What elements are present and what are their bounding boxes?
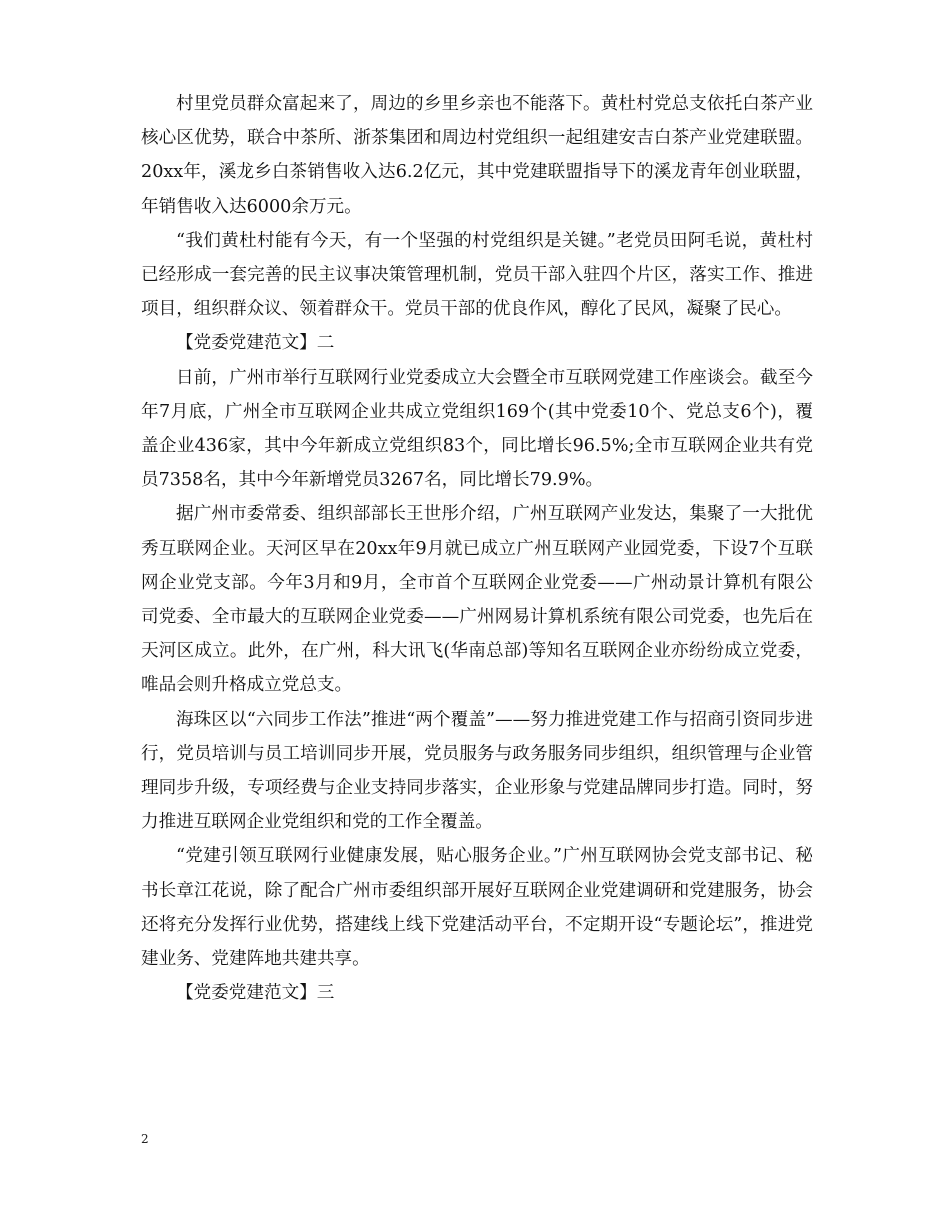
paragraph-guangzhou-internet-committee: 日前，广州市举行互联网行业党委成立大会暨全市互联网党建工作座谈会。截至今年7月底，广州全市互联网企业共成立党组织169个(其中党委10个、党总支6个)，覆盖企业436家，其中今年新成立党组织83个，同比增长96.5%;全市互联网企业共有党员7358名，其中今年新增党员3267名，同比增长79.9%。 [141,367,813,491]
paragraph-party-organization-key: “我们黄杜村能有今天，有一个坚强的村党组织是关键。”老党员田阿毛说，黄杜村已经形成一套完善的民主议事决策管理机制，党员干部入驻四个片区，落实工作、推进项目，组织群众议、领着群众干。党员干部的优良作风，醇化了民风，凝聚了民心。 [141,230,813,320]
paragraph-haizhu-district: 海珠区以“六同步工作法”推进“两个覆盖”——努力推进党建工作与招商引资同步进行，党员培训与员工培训同步开展，党员服务与政务服务同步组织，组织管理与企业管理同步升级，专项经费与企业支持同步落实，企业形象与党建品牌同步打造。同时，努力推进互联网企业党组织和党的工作全覆盖。 [141,709,813,833]
paragraph-village-alliance: 村里党员群众富起来了，周边的乡里乡亲也不能落下。黄杜村党总支依托白茶产业核心区优势，联合中茶所、浙茶集团和周边村党组织一起组建安吉白茶产业党建联盟。20xx年，溪龙乡白茶销售收入达6.2亿元，其中党建联盟指导下的溪龙青年创业联盟，年销售收入达6000余万元。 [141,94,813,217]
section-heading-three: 【党委党建范文】三 [176,983,335,1004]
document-body [141,87,813,1010]
page-number: 2 [141,1132,149,1146]
paragraph-tianhe-district: 据广州市委常委、组织部部长王世彤介绍，广州互联网产业发达，集聚了一大批优秀互联网企业。天河区早在20xx年9月就已成立广州互联网产业园党委，下设7个互联网企业党支部。今年3月和9月，全市首个互联网企业党委——广州动景计算机有限公司党委、全市最大的互联网企业党委——广州网易计算机系统有限公司党委，也先后在天河区成立。此外，在广州，科大讯飞(华南总部)等知名互联网企业亦纷纷成立党委，唯品会则升格成立党总支。 [141,504,813,696]
paragraph-internet-association: “党建引领互联网行业健康发展，贴心服务企业。”广州互联网协会党支部书记、秘书长章江花说，除了配合广州市委组织部开展好互联网企业党建调研和党建服务，协会还将充分发挥行业优势，搭建线上线下党建活动平台，不定期开设“专题论坛”，推进党建业务、党建阵地共建共享。 [141,846,813,970]
section-heading-two: 【党委党建范文】二 [176,333,335,354]
